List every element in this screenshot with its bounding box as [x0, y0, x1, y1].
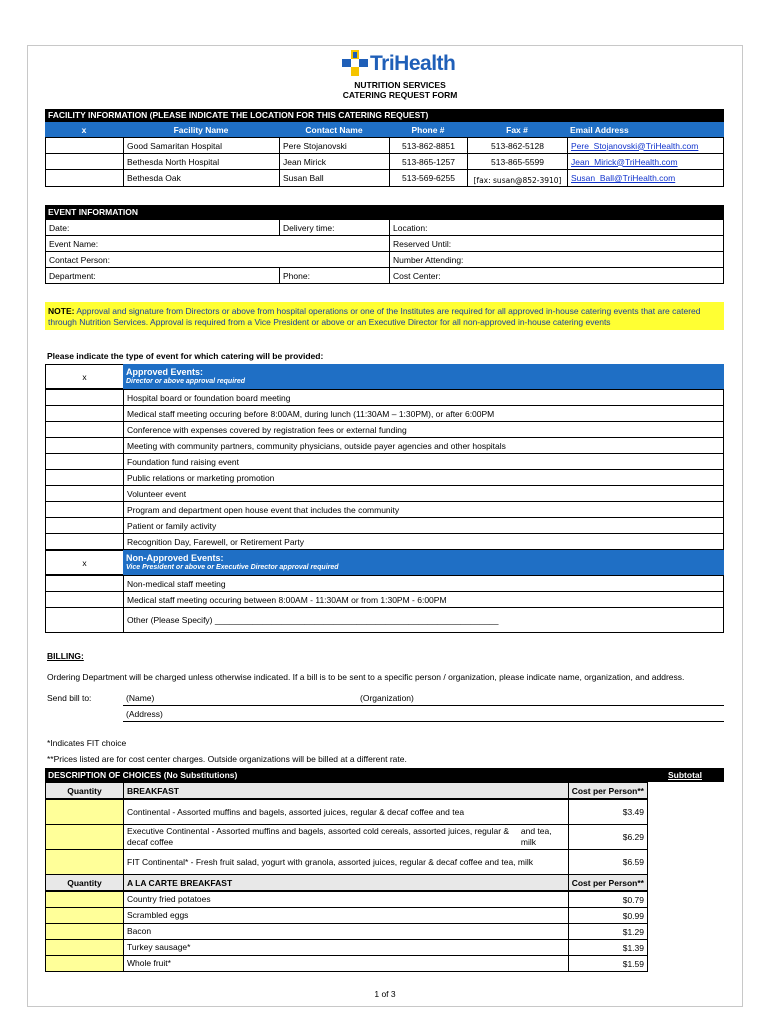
alacarte-description-2	[123, 907, 569, 924]
approved-event-item-1: Hospital board or foundation board meeting	[123, 389, 724, 406]
approved-x-box[interactable]	[45, 364, 124, 389]
col-email: Email Address	[570, 125, 629, 135]
approved-event-checkbox-1[interactable]	[45, 389, 124, 406]
event-section-title: EVENT INFORMATION	[45, 205, 724, 219]
facility-row-1-fax: 513-862-5128	[467, 137, 568, 154]
event-delivery-field[interactable]: Delivery time:	[279, 219, 390, 236]
approved-event-item-8: Program and department open house event that includes the community	[123, 501, 724, 518]
breakfast-description-3	[123, 849, 569, 875]
alacarte-subtotal-5[interactable]	[648, 955, 724, 972]
facility-header-row	[45, 122, 724, 137]
subtotal-label: Subtotal	[668, 770, 702, 780]
breakfast-description-2	[123, 824, 569, 850]
header-line1: NUTRITION SERVICES	[354, 80, 446, 90]
alacarte-description-text-3: Bacon	[127, 926, 152, 936]
bill-address-field[interactable]: (Address)	[126, 709, 163, 719]
facility-row-2-contact: Jean Mirick	[279, 153, 390, 170]
alacarte-description-text-2: Scrambled eggs	[127, 910, 189, 920]
non-approved-event-item-1: Non-medical staff meeting	[123, 575, 724, 592]
approved-event-item-2: Medical staff meeting occuring before 8:00AM, during lunch (11:30AM – 1:30PM), or after 6:00PM	[123, 405, 724, 422]
alacarte-title-header	[123, 874, 569, 891]
breakfast-cost-label: Cost per Person**	[571, 785, 644, 796]
alacarte-description-5	[123, 955, 569, 972]
approved-event-item-7: Volunteer event	[123, 485, 724, 502]
col-x: x	[81, 125, 87, 135]
non-approved-event-item-3: Other (Please Specify) ____________________________________________________________	[123, 607, 724, 633]
alacarte-price-2: $0.99	[568, 907, 648, 924]
alacarte-quantity-3[interactable]	[45, 923, 124, 940]
approved-event-item-3: Conference with expenses covered by registration fees or external funding	[123, 421, 724, 438]
col-phone: Phone #	[411, 125, 445, 135]
col-contact: Contact Name	[305, 125, 363, 135]
alacarte-description-4	[123, 939, 569, 956]
approved-event-item-9: Patient or family activity	[123, 517, 724, 534]
approved-title: Approved Events:	[126, 367, 204, 377]
alacarte-subtotal-2[interactable]	[648, 907, 724, 924]
alacarte-subtotal-3[interactable]	[648, 923, 724, 940]
note-line2: through Nutrition Services. Approval is required from a Vice President or above or an Executive Director for all non-approved in-house catering events	[48, 317, 611, 327]
non-approved-title: Non-Approved Events:	[126, 553, 224, 563]
breakfast-price-2: $6.29	[568, 824, 648, 850]
facility-row-1-email[interactable]: Pere_Stojanovski@TriHealth.com	[567, 137, 724, 154]
non-approved-event-item-2: Medical staff meeting occuring between 8:00AM - 11:30AM or from 1:30PM - 6:00PM	[123, 591, 724, 608]
breakfast-quantity-1[interactable]	[45, 799, 124, 825]
event-contact-field[interactable]: Contact Person:	[45, 251, 390, 268]
approved-event-checkbox-5[interactable]	[45, 453, 124, 470]
brand-name: TriHealth	[370, 52, 456, 75]
alacarte-description-text-1: Country fried potatoes	[127, 894, 211, 904]
approved-event-checkbox-3[interactable]	[45, 421, 124, 438]
breakfast-subtotal-3[interactable]	[648, 849, 724, 875]
facility-row-3-phone: 513-569-6255	[389, 169, 468, 187]
approved-x: x	[82, 371, 87, 382]
bill-name-underline	[123, 705, 724, 706]
note-label: NOTE:	[48, 306, 75, 316]
approved-event-checkbox-10[interactable]	[45, 533, 124, 550]
approved-event-checkbox-9[interactable]	[45, 517, 124, 534]
breakfast-cost-header	[568, 782, 648, 799]
breakfast-description-text-2: Executive Continental - Assorted muffins and bagels, assorted cold cereals, assorted juices, regular & decaf coffee	[127, 826, 510, 847]
event-phone-field[interactable]: Phone:	[279, 267, 390, 284]
alacarte-description-text-5: Whole fruit*	[127, 958, 171, 968]
alacarte-price-4: $1.39	[568, 939, 648, 956]
alacarte-description-text-4: Turkey sausage*	[127, 942, 191, 952]
facility-row-1-contact: Pere Stojanovski	[279, 137, 390, 154]
breakfast-price-1: $3.49	[568, 799, 648, 825]
facility-row-3-fax: [fax: susan@852-3910]	[467, 169, 568, 187]
breakfast-qty-header	[45, 782, 124, 799]
non-approved-x-box[interactable]	[45, 550, 124, 575]
event-type-prompt: Please indicate the type of event for which catering will be provided:	[47, 351, 324, 361]
event-location-field[interactable]: Location:	[389, 219, 724, 236]
non-approved-event-checkbox-1[interactable]	[45, 575, 124, 592]
approved-header	[123, 364, 724, 389]
breakfast-description-text-1: Continental - Assorted muffins and bagels, assorted juices, regular & decaf coffee and tea	[127, 806, 465, 817]
send-bill-label: Send bill to:	[47, 693, 92, 703]
header-line2: CATERING REQUEST FORM	[342, 90, 458, 100]
bill-organization-field[interactable]: (Organization)	[360, 693, 414, 703]
alacarte-title: A LA CARTE BREAKFAST	[127, 877, 233, 888]
approved-event-item-10: Recognition Day, Farewell, or Retirement Party	[123, 533, 724, 550]
alacarte-quantity-5[interactable]	[45, 955, 124, 972]
breakfast-quantity-3[interactable]	[45, 849, 124, 875]
event-department-field[interactable]: Department:	[45, 267, 280, 284]
event-name-field[interactable]: Event Name:	[45, 235, 390, 252]
alacarte-quantity-1[interactable]	[45, 891, 124, 908]
price-note: **Prices listed are for cost center charges. Outside organizations will be billed at a different rate.	[47, 754, 407, 764]
alacarte-price-5: $1.59	[568, 955, 648, 972]
breakfast-quantity-2[interactable]	[45, 824, 124, 850]
non-approved-event-checkbox-2[interactable]	[45, 591, 124, 608]
breakfast-description-1	[123, 799, 569, 825]
breakfast-subtotal-1[interactable]	[648, 799, 724, 825]
alacarte-cost-header	[568, 874, 648, 891]
facility-row-1-x[interactable]	[45, 137, 124, 154]
approved-event-checkbox-8[interactable]	[45, 501, 124, 518]
cross-icon	[342, 50, 368, 76]
facility-row-2-x[interactable]	[45, 153, 124, 170]
alacarte-qty-header	[45, 874, 124, 891]
billing-description: Ordering Department will be charged unless otherwise indicated. If a bill is to be sent to a specific person / organization, please indicate name, organization, and address.	[47, 672, 685, 682]
facility-row-2-name: Bethesda North Hospital	[123, 153, 280, 170]
approved-event-checkbox-2[interactable]	[45, 405, 124, 422]
approved-event-item-6: Public relations or marketing promotion	[123, 469, 724, 486]
approved-event-checkbox-6[interactable]	[45, 469, 124, 486]
breakfast-description-text2-2: and tea, milk	[520, 826, 552, 847]
facility-row-3-x[interactable]	[45, 169, 124, 187]
facility-section-title: FACILITY INFORMATION (PLEASE INDICATE THE LOCATION FOR THIS CATERING REQUEST)	[45, 109, 724, 122]
approved-subtitle: Director or above approval required	[126, 378, 246, 385]
alacarte-cost-label: Cost per Person**	[571, 877, 644, 888]
breakfast-description-text-3: FIT Continental* - Fresh fruit salad, yogurt with granola, assorted juices, regular & decaf coffee and tea, milk	[127, 856, 533, 867]
non-approved-subtitle: Vice President or above or Executive Director approval required	[126, 564, 339, 571]
facility-row-3-name: Bethesda Oak	[123, 169, 280, 187]
alacarte-price-3: $1.29	[568, 923, 648, 940]
event-cost-center-field[interactable]: Cost Center:	[389, 267, 724, 284]
page-number: 1 of 3	[374, 989, 396, 999]
alacarte-quantity-2[interactable]	[45, 907, 124, 924]
alacarte-subtotal-4[interactable]	[648, 939, 724, 956]
bill-name-field[interactable]: (Name)	[126, 693, 155, 703]
approved-event-checkbox-7[interactable]	[45, 485, 124, 502]
approval-note	[45, 302, 724, 330]
approved-event-item-4: Meeting with community partners, community physicians, outside payer agencies and other hospitals	[123, 437, 724, 454]
billing-title: BILLING:	[47, 651, 84, 661]
event-attending-field[interactable]: Number Attending:	[389, 251, 724, 268]
alacarte-description-1	[123, 891, 569, 908]
choices-title: DESCRIPTION OF CHOICES (No Substitutions)	[48, 770, 238, 780]
facility-row-2-phone: 513-865-1257	[389, 153, 468, 170]
fit-note: *Indicates FIT choice	[47, 738, 127, 748]
event-reserved-field[interactable]: Reserved Until:	[389, 235, 724, 252]
approved-event-item-5: Foundation fund raising event	[123, 453, 724, 470]
alacarte-description-3	[123, 923, 569, 940]
non-approved-x: x	[82, 557, 87, 568]
breakfast-price-3: $6.59	[568, 849, 648, 875]
alacarte-price-1: $0.79	[568, 891, 648, 908]
facility-row-3-email[interactable]: Susan_Ball@TriHealth.com	[567, 169, 724, 187]
breakfast-title-header	[123, 782, 569, 799]
bill-address-underline	[123, 721, 724, 722]
breakfast-title: BREAKFAST	[127, 785, 179, 796]
breakfast-subtotal-2[interactable]	[648, 824, 724, 850]
choices-title-bar	[45, 768, 724, 782]
note-line1: Approval and signature from Directors or above from hospital operations or one of the Institutes are required for all approved in-house catering events that are catered	[74, 306, 701, 316]
facility-row-1-name: Good Samaritan Hospital	[123, 137, 280, 154]
facility-row-2-fax: 513-865-5599	[467, 153, 568, 170]
breakfast-qty-label: Quantity	[67, 785, 102, 796]
alacarte-qty-label: Quantity	[67, 877, 102, 888]
alacarte-subtotal-1[interactable]	[648, 891, 724, 908]
facility-row-2-email[interactable]: Jean_Mirick@TriHealth.com	[567, 153, 724, 170]
non-approved-header	[123, 550, 724, 575]
approved-event-checkbox-4[interactable]	[45, 437, 124, 454]
event-date-field[interactable]: Date:	[45, 219, 280, 236]
trihealth-logo	[342, 50, 462, 78]
non-approved-event-checkbox-3[interactable]	[45, 607, 124, 633]
facility-row-3-contact: Susan Ball	[279, 169, 390, 187]
facility-row-1-phone: 513-862-8851	[389, 137, 468, 154]
alacarte-quantity-4[interactable]	[45, 939, 124, 956]
col-fax: Fax #	[506, 125, 528, 135]
col-facility: Facility Name	[173, 125, 229, 135]
